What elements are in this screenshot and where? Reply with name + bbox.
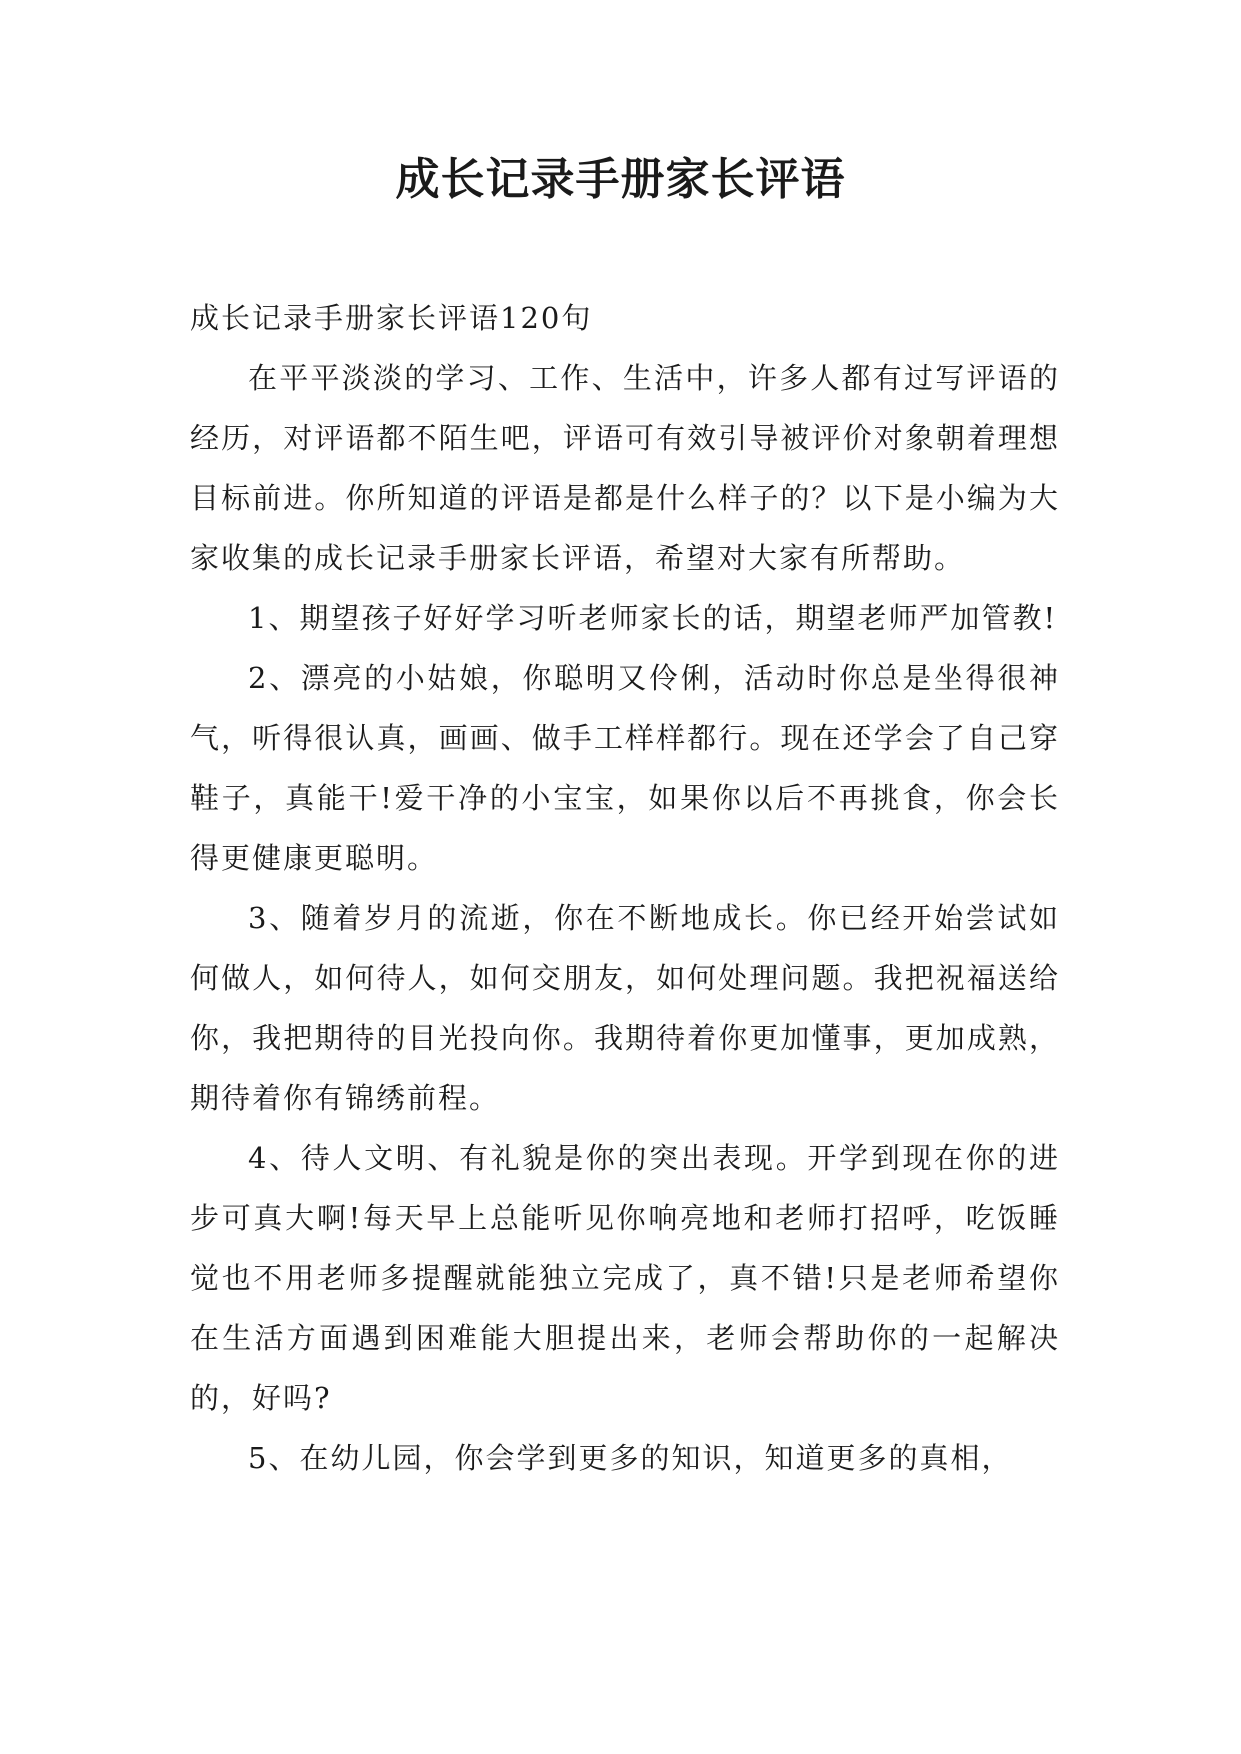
comment-item-1: 1、期望孩子好好学习听老师家长的话，期望老师严加管教! bbox=[248, 601, 1058, 635]
comment-item-4: 4、待人文明、有礼貌是你的突出表现。开学到现在你的进步可真大啊!每天早上总能听见你响亮地和老师打招呼，吃饭睡觉也不用老师多提醒就能独立完成了，真不错!只是老师希望你在生活方面遇到困难能大胆提出来，老师会帮助你的一起解决的，好吗? bbox=[190, 1141, 1060, 1415]
comment-item-3: 3、随着岁月的流逝，你在不断地成长。你已经开始尝试如何做人，如何待人，如何交朋友，如何处理问题。我把祝福送给你，我把期待的目光投向你。我期待着你更加懂事，更加成熟，期待着你有锦绣前程。 bbox=[190, 901, 1060, 1115]
document-body bbox=[190, 288, 1060, 1488]
intro-paragraph: 在平平淡淡的学习、工作、生活中，许多人都有过写评语的经历，对评语都不陌生吧，评语可有效引导被评价对象朝着理想目标前进。你所知道的评语是都是什么样子的？以下是小编为大家收集的成长记录手册家长评语，希望对大家有所帮助。 bbox=[190, 361, 1060, 575]
document-title: 成长记录手册家长评语 bbox=[395, 154, 846, 205]
comment-item-5: 5、在幼儿园，你会学到更多的知识，知道更多的真相， bbox=[248, 1441, 1013, 1475]
comment-item-2: 2、漂亮的小姑娘，你聪明又伶俐，活动时你总是坐得很神气，听得很认真，画画、做手工样样都行。现在还学会了自己穿鞋子，真能干!爱干净的小宝宝，如果你以后不再挑食，你会长得更健康更聪明。 bbox=[190, 661, 1060, 875]
document-subtitle: 成长记录手册家长评语120句 bbox=[190, 301, 593, 335]
